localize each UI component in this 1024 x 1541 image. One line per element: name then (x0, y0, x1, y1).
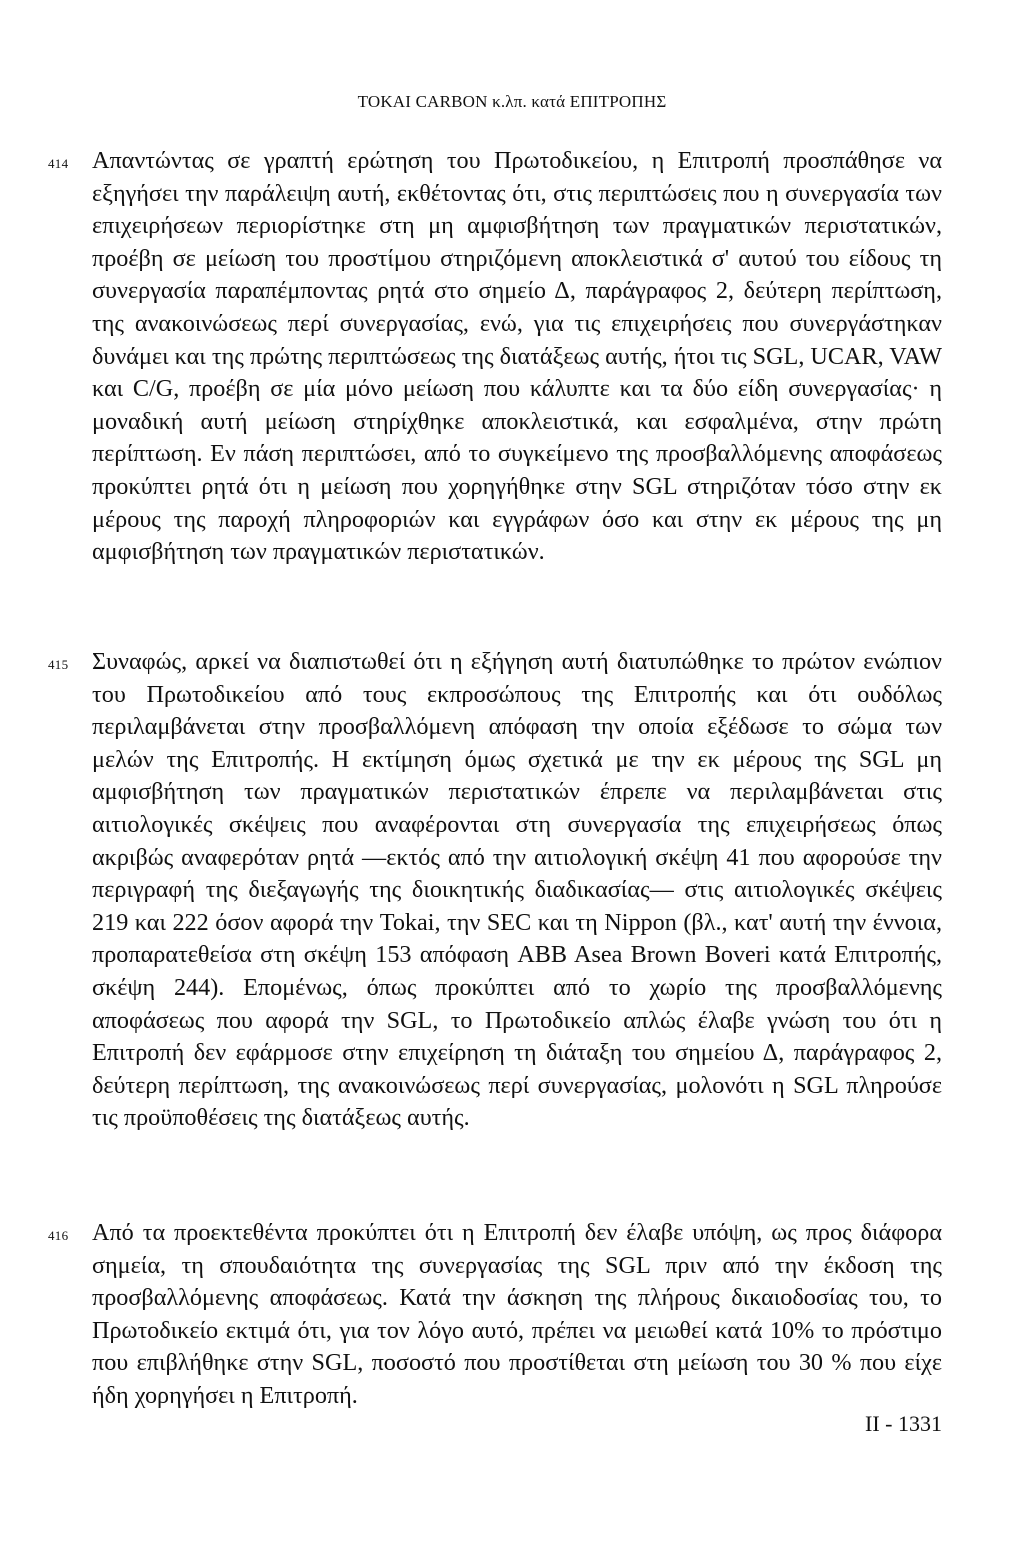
paragraph-text: Συναφώς, αρκεί να διαπιστωθεί ότι η εξήγηση αυτή διατυπώθηκε το πρώτον ενώπιον του Πρωτοδικείου από τους εκπροσώπους της Επιτροπής και ότι ουδόλως περιλαμβάνεται στην προσβαλλόμενη απόφαση την οποία εξέδωσε το σώμα των μελών της Επιτροπής. Η εκτίμηση όμως σχετικά με την εκ μέρους της SGL μη αμφισβήτηση των πραγματικών περιστατικών έπρεπε να περιλαμβάνεται στις αιτιολογικές σκέψεις που αναφέρονται στη συνεργασία της επιχειρήσεως όπως ακριβώς αναφερόταν ρητά —εκτός από την αιτιολογική σκέψη 41 που αφορούσε την περιγραφή της διεξαγωγής της διοικητικής διαδικασίας— στις αιτιολογικές σκέψεις 219 και 222 όσον αφορά την Tokai, την SEC και τη Nippon (βλ., κατ' αυτή την έννοια, προπαρατεθείσα στη σκέψη 153 απόφαση ABB Asea Brown Boveri κατά Επιτροπής, σκέψη 244). Επομένως, όπως προκύπτει από το χωρίο της προσβαλλόμενης αποφάσεως που αφορά την SGL, το Πρωτοδικείο απλώς έλαβε γνώση του ότι η Επιτροπή δεν εφάρμοσε στην επιχείρηση τη διάταξη του σημείου Δ, παράγραφος 2, δεύτερη περίπτωση, της ανακοινώσεως περί συνεργασίας, μολονότι η SGL πληρούσε τις προϋποθέσεις της διατάξεως αυτής. (92, 648, 942, 1132)
paragraph-text: Απαντώντας σε γραπτή ερώτηση του Πρωτοδικείου, η Επιτροπή προσπάθησε να εξηγήσει την παράλειψη αυτή, εκθέτοντας ότι, στις περιπτώσεις που η συνεργασία των επιχειρήσεων περιορίστηκε στη μη αμφισβήτηση των πραγματικών περιστατικών, προέβη σε μείωση του προστίμου στηριζόμενη αποκλειστικά σ' αυτού του είδους τη συνεργασία παραπέμποντας ρητά στο σημείο Δ, παράγραφος 2, δεύτερη περίπτωση, της ανακοινώσεως περί συνεργασίας, ενώ, για τις επιχειρήσεις που συνεργάστηκαν δυνάμει και της πρώτης περιπτώσεως της διατάξεως αυτής, ήτοι τις SGL, UCAR, VAW και C/G, προέβη σε μία μόνο μείωση που κάλυπτε και τα δύο είδη συνεργασίας· η μοναδική αυτή μείωση στηρίχθηκε αποκλειστικά, και εσφαλμένα, στην πρώτη περίπτωση. Εν πάση περιπτώσει, από το συγκείμενο της προσβαλλόμενης αποφάσεως προκύπτει ρητά ότι η μείωση που χορηγήθηκε στην SGL στηριζόταν τόσο στην εκ μέρους της παροχή πληροφοριών και εγγράφων όσο και στην εκ μέρους της μη αμφισβήτηση των πραγματικών περιστατικών. (92, 147, 942, 566)
page-number: II - 1331 (865, 1411, 942, 1436)
running-header: TOKAI CARBON κ.λπ. κατά ΕΠΙΤΡΟΠΗΣ (357, 92, 667, 111)
paragraph-number: 416 (48, 1228, 69, 1243)
paragraph-number: 415 (48, 657, 69, 672)
paragraph-number: 414 (48, 156, 69, 171)
paragraph-text: Από τα προεκτεθέντα προκύπτει ότι η Επιτροπή δεν έλαβε υπόψη, ως προς διάφορα σημεία, τη σπουδαιότητα της συνεργασίας της SGL πριν από την έκδοση της προσβαλλόμενης αποφάσεως. Κατά την άσκηση της πλήρους δικαιοδοσίας του, το Πρωτοδικείο εκτιμά ότι, για τον λόγο αυτό, πρέπει να μειωθεί κατά 10% το πρόστιμο που επιβλήθηκε στην SGL, ποσοστό που προστίθεται στη μείωση του 30 % που είχε ήδη χορηγήσει η Επιτροπή. (92, 1219, 942, 1409)
